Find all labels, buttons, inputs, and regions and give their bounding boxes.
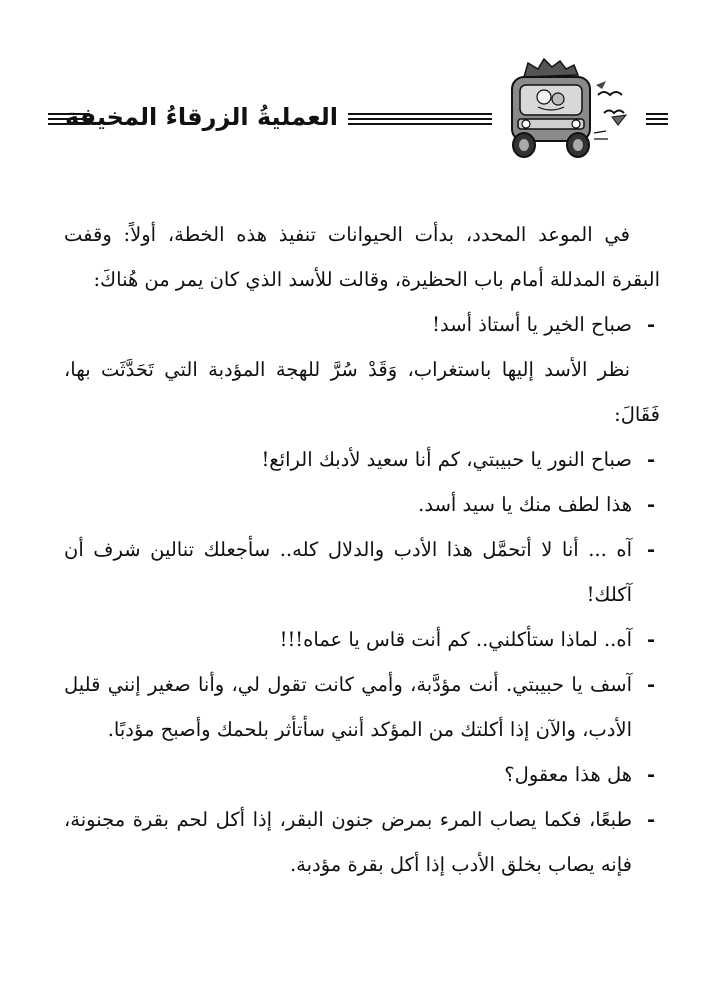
dialogue-line xyxy=(64,482,660,527)
car-illustration-icon xyxy=(494,55,634,167)
dialogue-text: آه.. لماذا ستأكلني.. كم أنت قاس يا عماه!!! xyxy=(279,628,632,651)
bullet-dash-icon: - xyxy=(646,538,656,561)
dialogue-line xyxy=(64,527,660,617)
dialogue-text: صباح الخير يا أستاذ أسد! xyxy=(432,313,632,336)
dialogue-line xyxy=(64,797,660,887)
paragraph: نظر الأسد إليها باستغراب، وَقَدْ سُرَّ للهجة المؤدبة التي تَحَدَّثَت بها، فَقَالَ: xyxy=(64,358,660,426)
header-rule-middle xyxy=(348,113,492,125)
bullet-dash-icon: - xyxy=(646,313,656,336)
bullet-dash-icon: - xyxy=(646,673,656,696)
chapter-header xyxy=(48,55,668,195)
story-text xyxy=(64,212,660,887)
dialogue-line xyxy=(64,662,660,752)
header-rule-right xyxy=(646,113,668,125)
bullet-dash-icon: - xyxy=(646,763,656,786)
bullet-dash-icon: - xyxy=(646,448,656,471)
header-rule-left xyxy=(48,113,90,125)
dialogue-line xyxy=(64,752,660,797)
dialogue-text: آسف يا حبيبتي. أنت مؤدَّبة، وأمي كانت تقول لي، وأنا صغير إنني قليل الأدب، والآن إذا أكلتك من المؤكد أنني سأتأثر بلحمك وأصبح مؤدبًا. xyxy=(64,673,632,741)
bullet-dash-icon: - xyxy=(646,808,656,831)
dialogue-text: طبعًا، فكما يصاب المرء بمرض جنون البقر، إذا أكل لحم بقرة مجنونة، فإنه يصاب بخلق الأدب إذا أكل بقرة مؤدبة. xyxy=(64,808,632,876)
dialogue-line xyxy=(64,437,660,482)
dialogue-text: آه ... أنا لا أتحمَّل هذا الأدب والدلال كله.. سأجعلك تنالين شرف أن آكلك! xyxy=(64,538,632,606)
dialogue-text: صباح النور يا حبيبتي، كم أنا سعيد لأدبك الرائع! xyxy=(261,448,632,471)
dialogue-line xyxy=(64,302,660,347)
dialogue-text: هل هذا معقول؟ xyxy=(504,763,632,786)
paragraph: في الموعد المحدد، بدأت الحيوانات تنفيذ هذه الخطة، أولاً: وقفت البقرة المدللة أمام باب الحظيرة، وقالت للأسد الذي كان يمر من هُناكَ: xyxy=(64,223,660,291)
bullet-dash-icon: - xyxy=(646,493,656,516)
dialogue-text: هذا لطف منك يا سيد أسد. xyxy=(418,493,632,516)
dialogue-line xyxy=(64,617,660,662)
bullet-dash-icon: - xyxy=(646,628,656,651)
chapter-title: العمليةُ الزرقاءُ المخيفة xyxy=(65,103,338,131)
